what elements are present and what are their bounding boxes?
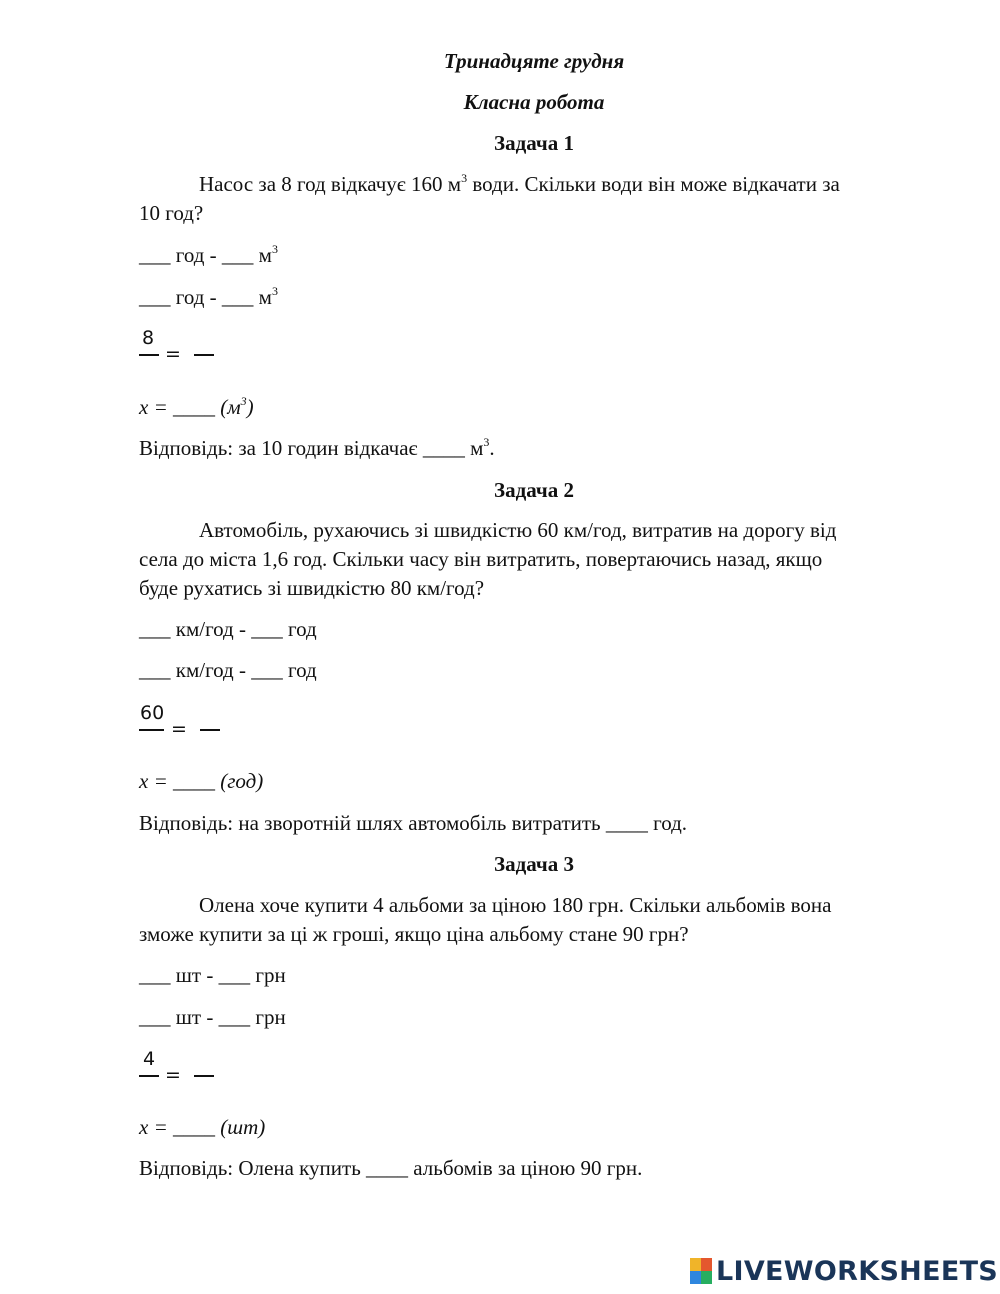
- liveworksheets-logo: [690, 1256, 998, 1286]
- task-1-proportion-row-1: ___ год - ___ $м^3$: [139, 242, 278, 267]
- task-3-text-line-1: Олена хоче купити 4 альбоми за ціною 180 грн. Скільки альбомів вона: [199, 893, 832, 917]
- page-subtitle: Класна робота: [463, 90, 605, 114]
- task-2-text-line-3: буде рухатись зі швидкістю 80 км/год?: [139, 576, 485, 600]
- task-1-text-line-2: 10 год?: [139, 201, 204, 225]
- page-date-title: Тринадцяте грудня: [443, 49, 625, 73]
- task-3-title: Задача 3: [494, 852, 574, 876]
- task-1-fraction-bar-right[interactable]: [194, 354, 214, 356]
- task-2-title: Задача 2: [494, 478, 574, 502]
- task-3-equals-sign: =: [165, 1064, 181, 1086]
- task-2-x-line: x = ____ (год): [139, 769, 264, 793]
- task-2-answer: Відповідь: на зворотній шлях автомобіль витратить ____ год.: [139, 811, 688, 835]
- logo-square-3: [690, 1271, 701, 1284]
- task-2-proportion-row-2: ___ км/год - ___ год: [139, 658, 317, 682]
- task-2-fraction-bar-right[interactable]: [200, 729, 220, 731]
- task-2-fraction-numerator: 60: [140, 702, 165, 724]
- task-2-text-line-2: села до міста 1,6 год. Скільки часу він витратить, повертаючись назад, якщо: [139, 547, 823, 571]
- task-1-x-line: x = ____ $(м^3)$: [139, 394, 254, 419]
- liveworksheets-logo-icon: [690, 1258, 712, 1284]
- task-2-fraction-bar-left: [139, 729, 164, 731]
- logo-square-2: [701, 1258, 712, 1271]
- task-2-equals-sign: =: [171, 718, 187, 740]
- task-2-text-line-1: Автомобіль, рухаючись зі швидкістю 60 км/год, витратив на дорогу від: [199, 518, 837, 542]
- logo-square-4: [701, 1271, 712, 1284]
- task-1-fraction-numerator: 8: [142, 327, 155, 349]
- task-1-fraction-bar-left: [139, 354, 159, 356]
- task-1-equals-sign: =: [165, 343, 181, 365]
- task-3-proportion-row-2: ___ шт - ___ грн: [139, 1005, 286, 1029]
- task-2-proportion-row-1: ___ км/год - ___ год: [139, 617, 317, 641]
- logo-square-1: [690, 1258, 701, 1271]
- task-1-title: Задача 1: [494, 131, 574, 155]
- task-3-x-line: x = ____ (шт): [139, 1115, 266, 1139]
- task-3-text-line-2: зможе купити за ці ж гроші, якщо ціна альбому стане 90 грн?: [139, 922, 689, 946]
- task-1-text-line-1: Насос за 8 год відкачує 160 $м^3$ води. Скільки води він може відкачати за: [199, 171, 840, 196]
- liveworksheets-logo-text: LIVEWORKSHEETS: [716, 1255, 999, 1287]
- task-3-answer: Відповідь: Олена купить ____ альбомів за ціною 90 грн.: [139, 1156, 643, 1180]
- task-1-proportion-row-2: ___ год - ___ $м^3$: [139, 284, 278, 309]
- task-1-answer: Відповідь: за 10 годин відкачає ____ $м^3$.: [139, 435, 495, 460]
- task-3-fraction-numerator: 4: [143, 1048, 156, 1070]
- task-3-proportion-row-1: ___ шт - ___ грн: [139, 963, 286, 987]
- task-3-fraction-bar-right[interactable]: [194, 1075, 214, 1077]
- task-3-fraction-bar-left: [139, 1075, 159, 1077]
